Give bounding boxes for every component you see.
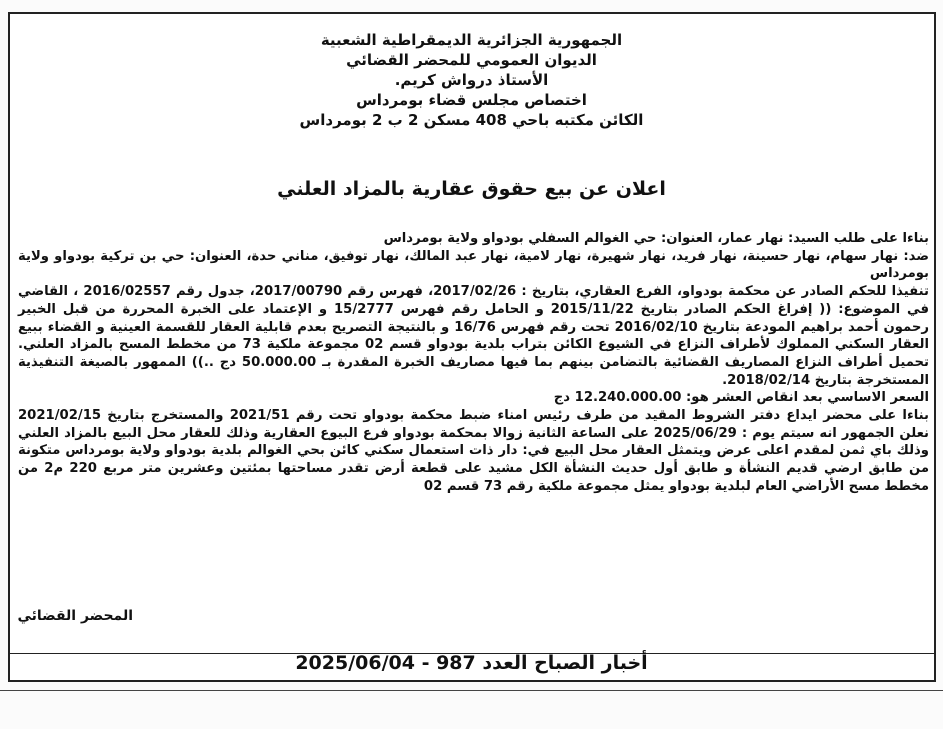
- body-paragraph: تنفيذا للحكم الصادر عن محكمة بودواو، الفرع العقاري، بتاريخ : 2017/02/26، فهرس رقم 2017/00790، جدول رقم 2016/02557 ، القاضي في الموضوع: (( إفراغ الحكم الصادر بتاريخ 2015/11/22 و الحامل رقم فهرس 15/2777 و الإعتماد على الخبرة المحررة من قبل الخبير رحمون أحمد براهيم المودعة بتاريخ 2016/02/10 تحت رقم فهرس 16/76 و بالنتيجة التصريح بعدم قابلية العقار للقسمة العينية و القضاء ببيع العقار السكني المملوك لأطراف النزاع في الشيوع الكائن بتراب بلدية بودواو قسم 02 مجموعة ملكية 73 من مخطط المسح بالمزاد العلني. تحميل أطراف النزاع المصاريف القضائية بالتضامن بينهم بما فيها مصاريف الخبرة المقدرة بـ 50.000.00 دج ..)) الممهور بالصيغة التنفيذية المستخرجة بتاريخ 2018/02/14.: [18, 284, 930, 388]
- header-line: اختصاص مجلس قضاء بومرداس: [356, 91, 587, 109]
- header-line: الجمهورية الجزائرية الديمقراطية الشعبية: [320, 31, 623, 49]
- header-line: الديوان العمومي للمحضر القضائي: [346, 51, 597, 69]
- notice-header: [120, 30, 823, 130]
- body-paragraph: بناءا على طلب السيد: نهار عمار، العنوان: حي الغوالم السفلي بودواو ولاية بومرداس: [383, 231, 929, 246]
- notice-body: [18, 230, 929, 496]
- page-edge-line: [0, 690, 943, 691]
- signature: المحضر القضائي: [17, 608, 133, 624]
- notice-title: اعلان عن بيع حقوق عقارية بالمزاد العلني: [277, 178, 666, 200]
- newspaper-footer: أخبار الصباح العدد 987 - 2025/06/04: [295, 652, 648, 674]
- header-line: الأستاذ درواش كريم.: [394, 71, 549, 89]
- body-paragraph: ضد: نهار سهام، نهار حسينة، نهار فريد، نهار شهيرة، نهار لامية، نهار عبد المالك، نهار توفيق، مناني حدة، العنوان: حي بن تركية بودواو ولاية بومرداس: [18, 248, 929, 282]
- body-paragraph: بناءا على محضر ايداع دفتر الشروط المقيد من طرف رئيس امناء ضبط محكمة بودواو تحت رقم 2021/51 والمستخرج بتاريخ 2021/02/15 نعلن الجمهور انه سيتم يوم : 2025/06/29 على الساعة الثانية زوالا بمحكمة بودواو فرع البيوع العقارية وذلك للعقار محل البيع بالمزاد العلني وذلك باي ثمن لمقدم اعلى عرض ويتمثل العقار محل البيع في: دار ذات استعمال سكني كائن بحي الغوالم بلدية بودواو ولاية بومرداس متكونة من طابق ارضي قديم النشأة و طابق أول حديث النشأة الكل مشيد على قطعة أرض تقدر مساحتها بمئتين وعشرين متر مربع 220 م2 من مخطط مسح الأراضي العام لبلدية بودواو يمثل مجموعة ملكية رقم 73 قسم 02: [18, 408, 929, 494]
- header-line: الكائن مكتبه باحي 408 مسكن 2 ب 2 بومرداس: [299, 111, 644, 129]
- body-paragraph: السعر الاساسي بعد انقاص العشر هو: 12.240.000.00 دج: [553, 390, 929, 406]
